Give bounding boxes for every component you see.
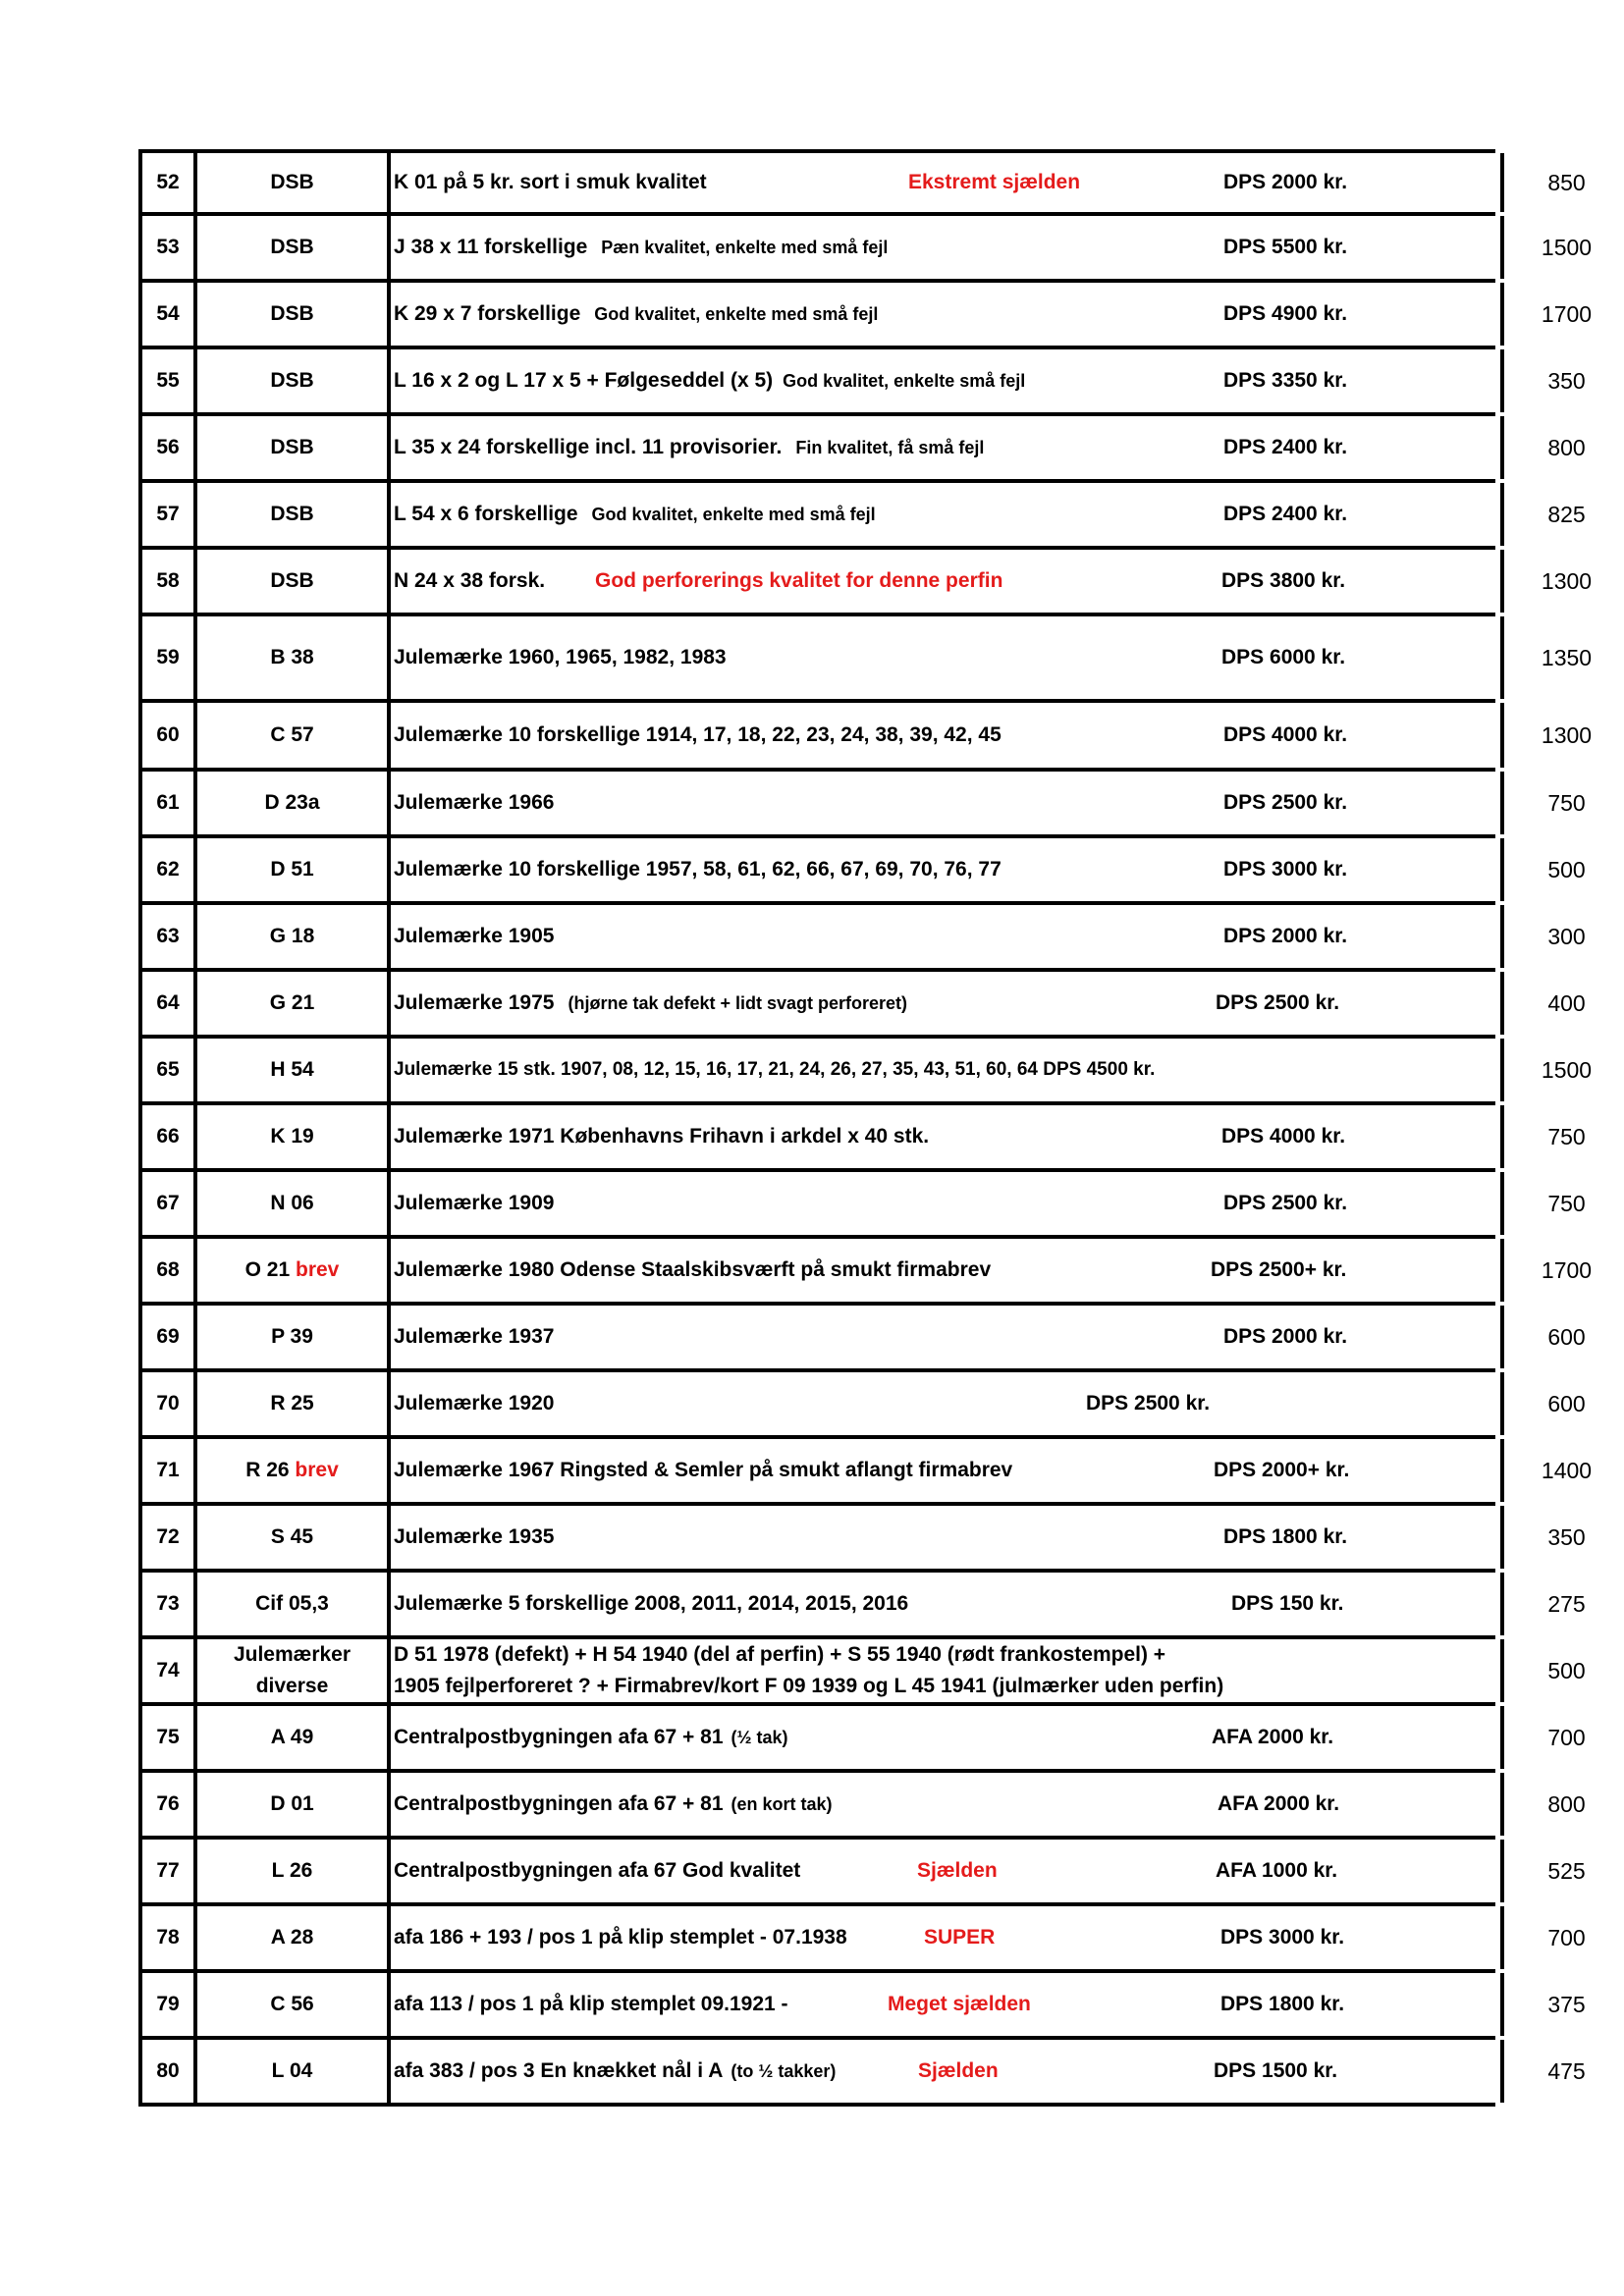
perfin-code: L 26 bbox=[197, 1840, 391, 1902]
table-row bbox=[138, 1906, 1586, 1973]
description-text: N 24 x 38 forsk. bbox=[394, 569, 546, 592]
description bbox=[391, 1439, 1500, 1502]
description bbox=[391, 616, 1500, 699]
table-row bbox=[138, 703, 1593, 772]
price: 1400 bbox=[1500, 1439, 1624, 1502]
description bbox=[391, 1973, 1500, 2036]
description bbox=[391, 1573, 1500, 1635]
lot-number: 69 bbox=[138, 1306, 197, 1368]
table-row bbox=[138, 972, 1586, 1039]
description-text: Julemærke 1960, 1965, 1982, 1983 bbox=[394, 646, 727, 668]
lot-number: 52 bbox=[138, 153, 197, 212]
price: 600 bbox=[1500, 1306, 1624, 1368]
perfin-code: DSB bbox=[197, 483, 391, 546]
catalog-value: DPS 150 kr. bbox=[1231, 1592, 1344, 1615]
description bbox=[391, 216, 1500, 279]
price: 1300 bbox=[1500, 703, 1624, 768]
description bbox=[391, 416, 1500, 479]
catalog-value: AFA 2000 kr. bbox=[1218, 1792, 1340, 1815]
description bbox=[391, 1306, 1500, 1368]
description bbox=[391, 283, 1500, 346]
description-text: K 29 x 7 forskellige God kvalitet, enkelte med små fejl bbox=[394, 302, 879, 325]
table-row bbox=[138, 349, 1586, 416]
perfin-code: A 28 bbox=[197, 1906, 391, 1969]
catalog-value: DPS 3800 kr. bbox=[1221, 569, 1346, 592]
lot-number: 66 bbox=[138, 1105, 197, 1168]
table-row bbox=[138, 1039, 1593, 1105]
lot-number: 74 bbox=[138, 1639, 197, 1702]
description-text: L 16 x 2 og L 17 x 5 + Følgeseddel (x 5) God kvalitet, enkelte små fejl bbox=[394, 369, 1026, 392]
lot-number: 80 bbox=[138, 2040, 197, 2103]
condition-note: God kvalitet, enkelte med små fejl bbox=[591, 504, 876, 524]
table-row bbox=[138, 2040, 1586, 2107]
perfin-code: G 18 bbox=[197, 905, 391, 968]
highlight-note: Sjælden bbox=[918, 2059, 999, 2082]
description bbox=[391, 838, 1500, 901]
perfin-code: DSB bbox=[197, 283, 391, 346]
description-text: Centralpostbygningen afa 67 God kvalitet bbox=[394, 1859, 801, 1882]
price: 300 bbox=[1500, 905, 1624, 968]
perfin-code bbox=[197, 1639, 391, 1702]
description-text: afa 186 + 193 / pos 1 på klip stemplet - 07.1938 bbox=[394, 1926, 847, 1949]
lot-number: 62 bbox=[138, 838, 197, 901]
table-row bbox=[138, 1172, 1586, 1239]
perfin-code: G 21 bbox=[197, 972, 391, 1035]
table-row bbox=[138, 1973, 1586, 2040]
perfin-code: D 01 bbox=[197, 1773, 391, 1836]
price: 1500 bbox=[1500, 216, 1624, 279]
letter-tag: brev bbox=[296, 1258, 340, 1281]
perfin-code: C 56 bbox=[197, 1973, 391, 2036]
description bbox=[391, 153, 1500, 212]
perfin-code: DSB bbox=[197, 550, 391, 613]
price: 525 bbox=[1500, 1840, 1624, 1902]
price: 800 bbox=[1500, 1773, 1624, 1836]
description-text: Julemærke 1980 Odense Staalskibsværft på smukt firmabrev bbox=[394, 1258, 992, 1281]
price: 500 bbox=[1500, 1639, 1624, 1702]
lot-number: 65 bbox=[138, 1039, 197, 1101]
letter-tag: brev bbox=[295, 1459, 339, 1481]
description bbox=[391, 772, 1500, 834]
condition-note: (en kort tak) bbox=[731, 1793, 833, 1814]
description bbox=[391, 1239, 1500, 1302]
table-row bbox=[138, 1706, 1586, 1773]
lot-number: 71 bbox=[138, 1439, 197, 1502]
table-row bbox=[138, 1573, 1586, 1639]
perfin-code: P 39 bbox=[197, 1306, 391, 1368]
price: 1700 bbox=[1500, 1239, 1624, 1302]
description bbox=[391, 905, 1500, 968]
highlight-note: God perforerings kvalitet for denne perfin bbox=[595, 569, 1003, 592]
lot-number: 58 bbox=[138, 550, 197, 613]
condition-note: Fin kvalitet, få små fejl bbox=[795, 437, 985, 457]
description bbox=[391, 1506, 1500, 1569]
description-text: Julemærke 1967 Ringsted & Semler på smukt aflangt firmabrev bbox=[394, 1459, 1013, 1481]
description bbox=[391, 1039, 1500, 1101]
price: 275 bbox=[1500, 1573, 1624, 1635]
description bbox=[391, 1105, 1500, 1168]
condition-note: God kvalitet, enkelte små fejl bbox=[783, 370, 1026, 391]
price: 1500 bbox=[1500, 1039, 1624, 1101]
price: 600 bbox=[1500, 1372, 1624, 1435]
description bbox=[391, 1706, 1500, 1769]
lot-number: 57 bbox=[138, 483, 197, 546]
description-text: J 38 x 11 forskellige Pæn kvalitet, enkelte med små fejl bbox=[394, 236, 889, 258]
highlight-note: Meget sjælden bbox=[888, 1993, 1031, 2015]
catalog-value: DPS 4000 kr. bbox=[1221, 1125, 1346, 1148]
description-text: L 35 x 24 forskellige incl. 11 provisorier. Fin kvalitet, få små fejl bbox=[394, 436, 985, 458]
lot-number: 73 bbox=[138, 1573, 197, 1635]
description bbox=[391, 1773, 1500, 1836]
perfin-code: DSB bbox=[197, 153, 391, 212]
perfin-code: C 57 bbox=[197, 703, 391, 768]
perfin-line-2: diverse bbox=[255, 1675, 329, 1697]
description-text: Julemærke 1909 bbox=[394, 1192, 555, 1214]
perfin-code: B 38 bbox=[197, 616, 391, 699]
description-line-2: 1905 fejlperforeret ? + Firmabrev/kort F 09 1939 og L 45 1941 (julmærker uden perfin) bbox=[394, 1675, 1224, 1697]
description bbox=[391, 483, 1500, 546]
description-text: Julemærke 10 forskellige 1914, 17, 18, 22, 23, 24, 38, 39, 42, 45 bbox=[394, 723, 1001, 746]
price: 1700 bbox=[1500, 283, 1624, 346]
lot-number: 55 bbox=[138, 349, 197, 412]
description-text: K 01 på 5 kr. sort i smuk kvalitet bbox=[394, 171, 707, 193]
lot-number: 76 bbox=[138, 1773, 197, 1836]
perfin-code: L 04 bbox=[197, 2040, 391, 2103]
description-line-1: D 51 1978 (defekt) + H 54 1940 (del af perfin) + S 55 1940 (rødt frankostempel) + bbox=[394, 1643, 1166, 1666]
description-text: Julemærke 1905 bbox=[394, 925, 555, 947]
perfin-code: D 23a bbox=[197, 772, 391, 834]
perfin-code: DSB bbox=[197, 349, 391, 412]
description bbox=[391, 703, 1500, 768]
price: 750 bbox=[1500, 1172, 1624, 1235]
description bbox=[391, 1840, 1500, 1902]
table-row bbox=[138, 483, 1586, 550]
price: 1300 bbox=[1500, 550, 1624, 613]
price: 700 bbox=[1500, 1706, 1624, 1769]
description-text: Julemærke 10 forskellige 1957, 58, 61, 62, 66, 67, 69, 70, 76, 77 bbox=[394, 858, 1001, 881]
perfin-code: H 54 bbox=[197, 1039, 391, 1101]
table-row bbox=[138, 149, 1586, 216]
lot-number: 59 bbox=[138, 616, 197, 699]
catalog-value: DPS 1500 kr. bbox=[1214, 2059, 1338, 2082]
table-row bbox=[138, 1840, 1586, 1906]
description-text bbox=[394, 1639, 1223, 1702]
catalog-value: DPS 6000 kr. bbox=[1221, 646, 1346, 668]
description-text: Julemærke 1971 Københavns Frihavn i arkdel x 40 stk. bbox=[394, 1125, 930, 1148]
table-row bbox=[138, 1773, 1586, 1840]
price: 850 bbox=[1500, 153, 1624, 212]
lot-number: 78 bbox=[138, 1906, 197, 1969]
price: 750 bbox=[1500, 772, 1624, 834]
highlight-note: SUPER bbox=[924, 1926, 996, 1949]
price: 800 bbox=[1500, 416, 1624, 479]
table-row bbox=[138, 1239, 1593, 1306]
lot-number: 79 bbox=[138, 1973, 197, 2036]
catalog-value: DPS 3000 kr. bbox=[1220, 1926, 1345, 1949]
table-row bbox=[138, 1439, 1593, 1506]
condition-note: God kvalitet, enkelte med små fejl bbox=[594, 303, 879, 324]
description-text: Julemærke 1920 bbox=[394, 1392, 555, 1415]
description bbox=[391, 1639, 1500, 1702]
price: 375 bbox=[1500, 1973, 1624, 2036]
table-row bbox=[138, 1105, 1586, 1172]
description-text: Julemærke 1937 bbox=[394, 1325, 555, 1348]
price: 825 bbox=[1500, 483, 1624, 546]
condition-note: Pæn kvalitet, enkelte med små fejl bbox=[601, 237, 889, 257]
perfin-code: O 21 brev bbox=[197, 1239, 391, 1302]
catalog-value: DPS 4000 kr. bbox=[1223, 723, 1348, 746]
price: 475 bbox=[1500, 2040, 1624, 2103]
catalog-value: DPS 3000 kr. bbox=[1223, 858, 1348, 881]
price: 350 bbox=[1500, 1506, 1624, 1569]
catalog-value: AFA 1000 kr. bbox=[1216, 1859, 1338, 1882]
description bbox=[391, 1372, 1500, 1435]
price: 400 bbox=[1500, 972, 1624, 1035]
table-row bbox=[138, 416, 1586, 483]
perfin-code: S 45 bbox=[197, 1506, 391, 1569]
perfin-code: DSB bbox=[197, 416, 391, 479]
price: 750 bbox=[1500, 1105, 1624, 1168]
catalog-value: DPS 2400 kr. bbox=[1223, 503, 1348, 525]
catalog-value: DPS 2500 kr. bbox=[1223, 791, 1348, 814]
description-text: afa 383 / pos 3 En knækket nål i A (to ½ takker) bbox=[394, 2059, 837, 2082]
description-text: L 54 x 6 forskellige God kvalitet, enkelte med små fejl bbox=[394, 503, 876, 525]
description bbox=[391, 1906, 1500, 1969]
perfin-code: A 49 bbox=[197, 1706, 391, 1769]
description-text: Centralpostbygningen afa 67 + 81 (½ tak) bbox=[394, 1726, 788, 1748]
catalog-value: DPS 2000 kr. bbox=[1223, 171, 1348, 193]
catalog-value: DPS 2500 kr. bbox=[1216, 991, 1340, 1014]
catalog-value: DPS 1800 kr. bbox=[1220, 1993, 1345, 2015]
table-row bbox=[138, 905, 1586, 972]
description-text: Julemærke 5 forskellige 2008, 2011, 2014, 2015, 2016 bbox=[394, 1592, 909, 1615]
condition-note: (to ½ takker) bbox=[731, 2060, 837, 2081]
price: 350 bbox=[1500, 349, 1624, 412]
table-row bbox=[138, 616, 1593, 703]
table-row bbox=[138, 1639, 1586, 1706]
price: 500 bbox=[1500, 838, 1624, 901]
catalog-value: DPS 2400 kr. bbox=[1223, 436, 1348, 458]
lot-number: 72 bbox=[138, 1506, 197, 1569]
perfin-code: DSB bbox=[197, 216, 391, 279]
table-row bbox=[138, 772, 1586, 838]
description-text: Julemærke 1935 bbox=[394, 1525, 555, 1548]
table-row bbox=[138, 283, 1593, 349]
description bbox=[391, 349, 1500, 412]
catalog-value: DPS 4900 kr. bbox=[1223, 302, 1348, 325]
perfin-code: D 51 bbox=[197, 838, 391, 901]
lot-number: 64 bbox=[138, 972, 197, 1035]
lot-number: 63 bbox=[138, 905, 197, 968]
lot-number: 75 bbox=[138, 1706, 197, 1769]
perfin-code: Cif 05,3 bbox=[197, 1573, 391, 1635]
lot-number: 60 bbox=[138, 703, 197, 768]
lot-number: 61 bbox=[138, 772, 197, 834]
description-text: Julemærke 1966 bbox=[394, 791, 555, 814]
description-text: Julemærke 1975 (hjørne tak defekt + lidt svagt perforeret) bbox=[394, 991, 908, 1014]
description bbox=[391, 1172, 1500, 1235]
table-row bbox=[138, 216, 1593, 283]
condition-note: (hjørne tak defekt + lidt svagt perforeret) bbox=[568, 992, 908, 1013]
catalog-value: DPS 2500 kr. bbox=[1086, 1392, 1211, 1415]
table-row bbox=[138, 838, 1586, 905]
description-text: Julemærke 15 stk. 1907, 08, 12, 15, 16, 17, 21, 24, 26, 27, 35, 43, 51, 60, 64 DPS 4500 kr. bbox=[394, 1059, 1156, 1080]
perfin-code: K 19 bbox=[197, 1105, 391, 1168]
description bbox=[391, 972, 1500, 1035]
catalog-value: DPS 2000 kr. bbox=[1223, 925, 1348, 947]
catalog-value: DPS 2000+ kr. bbox=[1214, 1459, 1350, 1481]
lot-number: 77 bbox=[138, 1840, 197, 1902]
lot-number: 67 bbox=[138, 1172, 197, 1235]
table-row bbox=[138, 1506, 1586, 1573]
lot-number: 54 bbox=[138, 283, 197, 346]
description-text: afa 113 / pos 1 på klip stemplet 09.1921 - bbox=[394, 1993, 788, 2015]
highlight-note: Sjælden bbox=[917, 1859, 998, 1882]
price: 1350 bbox=[1500, 616, 1624, 699]
price-list-table bbox=[138, 149, 1593, 2107]
description-text: Centralpostbygningen afa 67 + 81 (en kort tak) bbox=[394, 1792, 833, 1815]
table-row bbox=[138, 550, 1593, 616]
catalog-value: DPS 1800 kr. bbox=[1223, 1525, 1348, 1548]
description bbox=[391, 2040, 1500, 2103]
perfin-line-1: Julemærker bbox=[233, 1643, 352, 1666]
price: 700 bbox=[1500, 1906, 1624, 1969]
lot-number: 68 bbox=[138, 1239, 197, 1302]
catalog-value: DPS 2500 kr. bbox=[1223, 1192, 1348, 1214]
catalog-value: DPS 5500 kr. bbox=[1223, 236, 1348, 258]
perfin-code: N 06 bbox=[197, 1172, 391, 1235]
lot-number: 70 bbox=[138, 1372, 197, 1435]
perfin-code: R 25 bbox=[197, 1372, 391, 1435]
lot-number: 56 bbox=[138, 416, 197, 479]
description bbox=[391, 550, 1500, 613]
catalog-value: AFA 2000 kr. bbox=[1212, 1726, 1334, 1748]
condition-note: (½ tak) bbox=[731, 1727, 788, 1747]
catalog-value: DPS 2500+ kr. bbox=[1211, 1258, 1347, 1281]
table-row bbox=[138, 1306, 1586, 1372]
catalog-value: DPS 2000 kr. bbox=[1223, 1325, 1348, 1348]
table-row bbox=[138, 1372, 1586, 1439]
catalog-value: DPS 3350 kr. bbox=[1223, 369, 1348, 392]
perfin-code: R 26 brev bbox=[197, 1439, 391, 1502]
highlight-note: Ekstremt sjælden bbox=[908, 171, 1081, 193]
lot-number: 53 bbox=[138, 216, 197, 279]
